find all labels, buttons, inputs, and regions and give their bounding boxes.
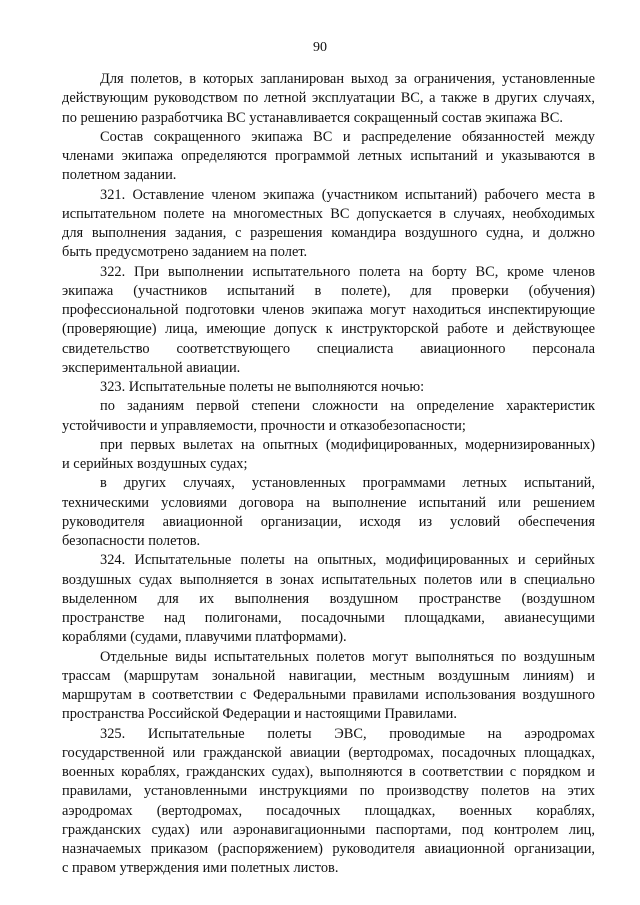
text-line: воздушных судах выполняется в зонах испытательных полетов или в специально [62, 571, 595, 588]
text-line: быть предусмотрено заданием на полет. [62, 244, 308, 261]
text-line: государственной или гражданской авиации (вертодромах, посадочных площадках, [62, 744, 595, 761]
text-line: Отдельные виды испытательных полетов могут выполняться по воздушным [100, 648, 595, 665]
text-line: 325. Испытательные полеты ЭВС, проводимые на аэродромах [100, 725, 595, 742]
text-line: пространстве над полигонами, посадочными площадками, авианесущими [62, 610, 595, 626]
text-line: выделенном для их выполнения воздушном пространстве (воздушном [62, 590, 595, 607]
text-line: 321. Оставление членом экипажа (участником испытаний) рабочего места в [100, 186, 595, 203]
text-line: безопасности полетов. [62, 533, 201, 549]
text-line: и серийных воздушных судах; [62, 456, 248, 472]
text-line: испытательном полете на многоместных ВС допускается в случаях, необходимых [62, 205, 595, 222]
text-line: маршрутам в соответствии с Федеральными правилами использования воздушного [62, 687, 595, 703]
text-line: для выполнения задания, с разрешения командира воздушного судна, и должно [62, 225, 595, 241]
text-line: в других случаях, установленных программами летных испытаний, [100, 475, 595, 492]
text-line: действующим руководством по летной эксплуатации ВС, а также в других случаях, [62, 90, 595, 107]
text-line: профессиональной подготовки членов экипажа могут находиться инспектирующие [62, 302, 595, 318]
text-line: Состав сокращенного экипажа ВС и распределение обязанностей между [100, 128, 595, 145]
document-body [62, 70, 595, 879]
text-line: 323. Испытательные полеты не выполняются ночью: [100, 379, 425, 395]
text-line: полетном задании. [62, 167, 177, 184]
text-line: 324. Испытательные полеты на опытных, модифицированных и серийных [100, 552, 595, 569]
text-line: экспериментальной авиации. [62, 359, 241, 376]
text-line: Для полетов, в которых запланирован выход за ограничения, установленные [100, 71, 595, 87]
text-line: назначаемых приказом (распоряжением) руководителя авиационной организации, [62, 841, 595, 857]
text-line: устойчивости и управляемости, прочности и отказобезопасности; [62, 417, 466, 434]
text-line: по решению разработчика ВС устанавливается сокращенный состав экипажа ВС. [62, 109, 563, 126]
text-line: техническими условиями договора на выполнение испытаний или решением [62, 494, 595, 511]
text-line: военных кораблях, гражданских судах), выполняются в соответствии с порядком и [62, 764, 595, 780]
text-line: по заданиям первой степени сложности на определение характеристик [100, 398, 595, 415]
text-line: гражданских судах) или аэронавигационными паспортами, под контролем лиц, [62, 821, 595, 838]
text-line: (проверяющие) лица, имеющие допуск к инструкторской работе и действующее [62, 321, 595, 338]
text-line: пространства Российской Федерации и настоящими Правилами. [62, 706, 457, 723]
text-line: трассам (маршрутам зональной навигации, местным воздушным линиям) и [62, 667, 595, 684]
text-line: аэродромах (вертодромах, посадочных площадках, военных кораблях, [62, 802, 595, 819]
text-line: правилами, установленными инструкциями по производству полетов на этих [62, 783, 595, 800]
text-line: свидетельство соответствующего специалиста авиационного персонала [62, 340, 595, 357]
text-line: экипажа (участников испытаний в полете), для проверки (обучения) [62, 282, 595, 299]
text-line: руководителя авиационной организации, исходя из условий обеспечения [62, 513, 595, 530]
text-line: с правом утверждения ими полетных листов. [62, 860, 339, 877]
text-line: членами экипажа определяются программой летных испытаний и указываются в [62, 148, 595, 164]
text-line: 322. При выполнении испытательного полета на борту ВС, кроме членов [100, 263, 595, 280]
page-number: 90 [313, 40, 327, 55]
text-line: кораблями (судами, плавучими платформами). [62, 629, 347, 646]
text-line: при первых вылетах на опытных (модифицированных, модернизированных) [100, 436, 595, 453]
